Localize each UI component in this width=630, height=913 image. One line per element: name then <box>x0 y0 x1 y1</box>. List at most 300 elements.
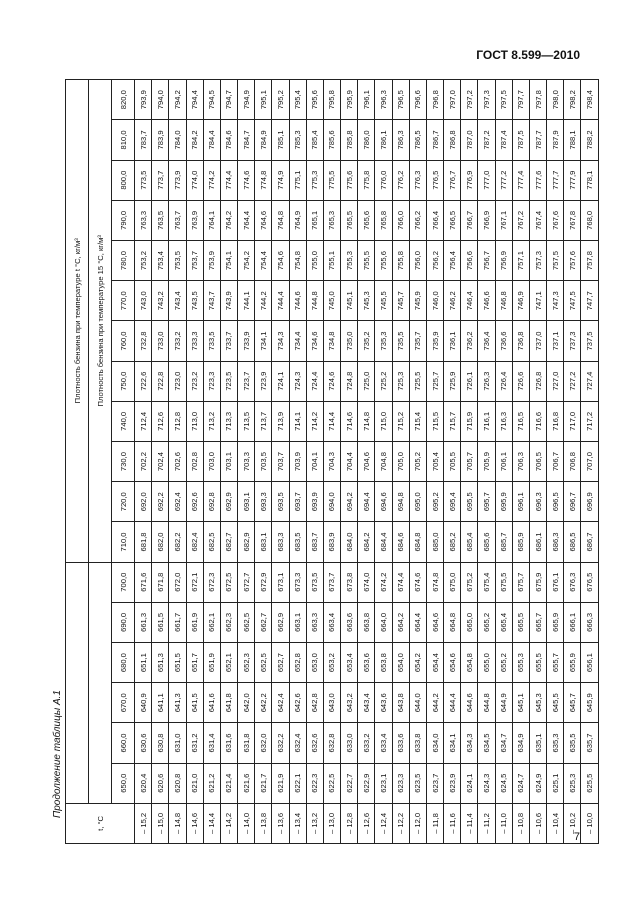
density-cell: 754,1 <box>220 240 237 280</box>
density-cell: 621,4 <box>220 763 237 803</box>
density-cell: 645,9 <box>581 683 599 723</box>
temperature-cell: – 11,8 <box>426 803 443 843</box>
density-column-header: 800,0 <box>112 160 135 200</box>
density-cell: 705,7 <box>461 441 478 481</box>
density-cell: 743,2 <box>152 281 169 321</box>
density-cell: 716,3 <box>495 401 512 441</box>
density-cell: 631,2 <box>186 723 203 763</box>
density-cell: 635,7 <box>581 723 599 763</box>
density-cell: 655,9 <box>564 642 581 682</box>
density-cell: 702,4 <box>152 441 169 481</box>
t-column-header: t, °C <box>66 803 135 843</box>
density-column-header: 670,0 <box>112 683 135 723</box>
density-cell: 755,0 <box>306 240 323 280</box>
density-cell: 743,9 <box>220 281 237 321</box>
table-row <box>152 80 169 844</box>
density-cell: 797,2 <box>461 80 478 120</box>
density-column-header: 780,0 <box>112 240 135 280</box>
density-cell: 735,3 <box>375 321 392 361</box>
density-cell: 644,4 <box>444 683 461 723</box>
density-cell: 695,4 <box>444 482 461 522</box>
density-cell: 754,4 <box>255 240 272 280</box>
density-cell: 684,4 <box>375 522 392 562</box>
density-cell: 735,2 <box>358 321 375 361</box>
density-cell: 652,7 <box>272 642 289 682</box>
density-cell: 716,5 <box>512 401 529 441</box>
density-column-header: 650,0 <box>112 763 135 803</box>
density-cell: 715,2 <box>392 401 409 441</box>
density-cell: 725,2 <box>375 361 392 401</box>
density-cell: 634,1 <box>444 723 461 763</box>
table-row <box>581 80 599 844</box>
density-cell: 632,6 <box>306 723 323 763</box>
density-cell: 683,9 <box>323 522 340 562</box>
density-cell: 641,5 <box>186 683 203 723</box>
density-cell: 624,7 <box>512 763 529 803</box>
density-cell: 777,4 <box>512 160 529 200</box>
density-cell: 621,2 <box>203 763 220 803</box>
density-cell: 784,0 <box>169 120 186 160</box>
density-cell: 797,8 <box>529 80 546 120</box>
density-cell: 775,1 <box>289 160 306 200</box>
density-cell: 794,4 <box>186 80 203 120</box>
density-cell: 755,5 <box>358 240 375 280</box>
density-cell: 734,1 <box>255 321 272 361</box>
density-cell: 703,1 <box>220 441 237 481</box>
density-cell: 775,5 <box>323 160 340 200</box>
density-cell: 745,0 <box>323 281 340 321</box>
table-row <box>564 80 581 844</box>
density-cell: 774,6 <box>238 160 255 200</box>
density-cell: 692,0 <box>135 482 152 522</box>
density-cell: 744,8 <box>306 281 323 321</box>
density-cell: 756,0 <box>409 240 426 280</box>
density-cell: 672,1 <box>186 562 203 602</box>
density-cell: 706,5 <box>529 441 546 481</box>
density-cell: 621,6 <box>238 763 255 803</box>
density-cell: 765,6 <box>358 200 375 240</box>
density-column-header: 680,0 <box>112 642 135 682</box>
density-cell: 743,4 <box>169 281 186 321</box>
document-header: ГОСТ 8.599—2010 <box>476 48 580 62</box>
density-cell: 705,2 <box>409 441 426 481</box>
density-cell: 642,6 <box>289 683 306 723</box>
density-cell: 672,3 <box>203 562 220 602</box>
table-row <box>358 80 375 844</box>
density-cell: 727,4 <box>581 361 599 401</box>
density-cell: 753,5 <box>169 240 186 280</box>
density-cell: 784,7 <box>238 120 255 160</box>
density-cell: 655,3 <box>512 642 529 682</box>
density-cell: 747,7 <box>581 281 599 321</box>
density-cell: 694,6 <box>375 482 392 522</box>
density-cell: 661,9 <box>186 602 203 642</box>
density-cell: 755,1 <box>323 240 340 280</box>
density-cell: 651,3 <box>152 642 169 682</box>
density-cell: 664,0 <box>375 602 392 642</box>
rotated-table-wrapper <box>65 79 599 844</box>
density-cell: 794,9 <box>238 80 255 120</box>
density-cell: 662,1 <box>203 602 220 642</box>
density-cell: 672,5 <box>220 562 237 602</box>
density-cell: 737,3 <box>564 321 581 361</box>
density-cell: 631,8 <box>238 723 255 763</box>
density-cell: 783,9 <box>152 120 169 160</box>
density-cell: 684,0 <box>341 522 358 562</box>
density-cell: 681,8 <box>135 522 152 562</box>
density-cell: 736,8 <box>512 321 529 361</box>
density-cell: 766,2 <box>409 200 426 240</box>
density-cell: 726,6 <box>512 361 529 401</box>
density-cell: 623,3 <box>392 763 409 803</box>
density-cell: 756,4 <box>444 240 461 280</box>
group-header: Плотность бензина при температуре t °C, кг/м³ <box>66 80 89 563</box>
density-cell: 727,0 <box>547 361 564 401</box>
density-cell: 661,3 <box>135 602 152 642</box>
density-cell: 675,5 <box>495 562 512 602</box>
density-cell: 634,7 <box>495 723 512 763</box>
density-cell: 746,6 <box>478 281 495 321</box>
density-cell: 644,2 <box>426 683 443 723</box>
density-column-header: 760,0 <box>112 321 135 361</box>
density-cell: 651,7 <box>186 642 203 682</box>
density-cell: 703,7 <box>272 441 289 481</box>
density-cell: 776,9 <box>461 160 478 200</box>
density-cell: 798,2 <box>564 80 581 120</box>
page-number: 7 <box>573 831 580 843</box>
density-cell: 694,0 <box>323 482 340 522</box>
density-cell: 777,0 <box>478 160 495 200</box>
table-row <box>409 80 426 844</box>
table-row <box>169 80 186 844</box>
temperature-cell: – 13,2 <box>306 803 323 843</box>
density-cell: 630,8 <box>152 723 169 763</box>
density-cell: 773,9 <box>169 160 186 200</box>
density-cell: 796,8 <box>426 80 443 120</box>
density-cell: 693,1 <box>238 482 255 522</box>
temperature-cell: – 12,6 <box>358 803 375 843</box>
density-cell: 652,1 <box>220 642 237 682</box>
density-cell: 724,4 <box>306 361 323 401</box>
density-cell: 682,5 <box>203 522 220 562</box>
density-cell: 755,8 <box>392 240 409 280</box>
density-cell: 655,7 <box>547 642 564 682</box>
density-cell: 632,8 <box>323 723 340 763</box>
density-cell: 735,7 <box>409 321 426 361</box>
density-cell: 653,2 <box>323 642 340 682</box>
density-cell: 735,5 <box>392 321 409 361</box>
density-cell: 785,3 <box>289 120 306 160</box>
density-cell: 767,4 <box>529 200 546 240</box>
density-cell: 744,1 <box>238 281 255 321</box>
density-cell: 675,7 <box>512 562 529 602</box>
density-cell: 705,5 <box>444 441 461 481</box>
density-cell: 766,5 <box>444 200 461 240</box>
density-cell: 716,6 <box>529 401 546 441</box>
density-cell: 654,2 <box>409 642 426 682</box>
density-cell: 796,1 <box>358 80 375 120</box>
density-cell: 733,9 <box>238 321 255 361</box>
density-cell: 773,7 <box>152 160 169 200</box>
density-cell: 733,7 <box>220 321 237 361</box>
density-cell: 723,0 <box>169 361 186 401</box>
density-cell: 786,8 <box>444 120 461 160</box>
density-cell: 766,7 <box>461 200 478 240</box>
density-cell: 754,2 <box>238 240 255 280</box>
density-column-header: 690,0 <box>112 602 135 642</box>
density-cell: 715,5 <box>426 401 443 441</box>
density-cell: 703,3 <box>238 441 255 481</box>
density-cell: 663,6 <box>341 602 358 642</box>
density-cell: 798,4 <box>581 80 599 120</box>
density-cell: 753,7 <box>186 240 203 280</box>
density-cell: 682,0 <box>152 522 169 562</box>
density-cell: 776,7 <box>444 160 461 200</box>
density-cell: 630,6 <box>135 723 152 763</box>
density-cell: 776,5 <box>426 160 443 200</box>
density-cell: 622,1 <box>289 763 306 803</box>
density-cell: 797,0 <box>444 80 461 120</box>
density-cell: 736,1 <box>444 321 461 361</box>
density-cell: 747,1 <box>529 281 546 321</box>
density-cell: 665,4 <box>495 602 512 642</box>
density-cell: 640,9 <box>135 683 152 723</box>
density-cell: 703,5 <box>255 441 272 481</box>
density-cell: 737,0 <box>529 321 546 361</box>
density-cell: 777,2 <box>495 160 512 200</box>
temperature-cell: – 10,6 <box>529 803 546 843</box>
density-cell: 633,0 <box>341 723 358 763</box>
density-cell: 645,3 <box>529 683 546 723</box>
density-cell: 788,2 <box>581 120 599 160</box>
density-cell: 685,4 <box>461 522 478 562</box>
density-cell: 764,6 <box>255 200 272 240</box>
density-cell: 765,8 <box>375 200 392 240</box>
density-cell: 692,2 <box>152 482 169 522</box>
density-cell: 757,6 <box>564 240 581 280</box>
density-cell: 767,1 <box>495 200 512 240</box>
density-cell: 620,6 <box>152 763 169 803</box>
table-row <box>495 80 512 844</box>
density-cell: 693,5 <box>272 482 289 522</box>
density-cell: 651,5 <box>169 642 186 682</box>
density-cell: 726,1 <box>461 361 478 401</box>
density-cell: 787,5 <box>512 120 529 160</box>
density-cell: 797,7 <box>512 80 529 120</box>
density-cell: 715,9 <box>461 401 478 441</box>
density-cell: 696,9 <box>581 482 599 522</box>
density-cell: 717,2 <box>581 401 599 441</box>
density-cell: 673,3 <box>289 562 306 602</box>
density-cell: 634,3 <box>461 723 478 763</box>
density-cell: 621,7 <box>255 763 272 803</box>
density-cell: 654,4 <box>426 642 443 682</box>
table-row <box>478 80 495 844</box>
density-cell: 653,0 <box>306 642 323 682</box>
density-cell: 664,6 <box>426 602 443 642</box>
density-cell: 656,1 <box>581 642 599 682</box>
density-cell: 686,5 <box>564 522 581 562</box>
density-cell: 764,1 <box>203 200 220 240</box>
density-cell: 645,1 <box>512 683 529 723</box>
density-cell: 724,1 <box>272 361 289 401</box>
density-cell: 693,3 <box>255 482 272 522</box>
density-cell: 641,8 <box>220 683 237 723</box>
density-cell: 737,1 <box>547 321 564 361</box>
density-cell: 723,2 <box>186 361 203 401</box>
density-cell: 665,0 <box>461 602 478 642</box>
density-cell: 713,0 <box>186 401 203 441</box>
density-cell: 694,2 <box>341 482 358 522</box>
density-cell: 704,6 <box>358 441 375 481</box>
density-cell: 662,5 <box>238 602 255 642</box>
density-cell: 674,8 <box>426 562 443 602</box>
density-column-headers <box>112 80 135 844</box>
table-row <box>186 80 203 844</box>
density-cell: 683,3 <box>272 522 289 562</box>
density-cell: 736,4 <box>478 321 495 361</box>
table-row <box>392 80 409 844</box>
density-cell: 692,4 <box>169 482 186 522</box>
density-cell: 712,4 <box>135 401 152 441</box>
density-cell: 635,1 <box>529 723 546 763</box>
density-cell: 703,9 <box>289 441 306 481</box>
temperature-cell: – 14,0 <box>238 803 255 843</box>
density-cell: 786,1 <box>375 120 392 160</box>
density-cell: 704,4 <box>341 441 358 481</box>
density-cell: 723,9 <box>255 361 272 401</box>
density-cell: 684,8 <box>409 522 426 562</box>
density-cell: 704,8 <box>375 441 392 481</box>
density-cell: 725,3 <box>392 361 409 401</box>
temperature-cell: – 11,0 <box>495 803 512 843</box>
density-cell: 694,4 <box>358 482 375 522</box>
density-cell: 763,9 <box>186 200 203 240</box>
density-cell: 725,9 <box>444 361 461 401</box>
density-cell: 763,3 <box>135 200 152 240</box>
density-cell: 768,0 <box>581 200 599 240</box>
density-cell: 625,5 <box>581 763 599 803</box>
density-cell: 672,0 <box>169 562 186 602</box>
density-cell: 695,9 <box>495 482 512 522</box>
density-cell: 651,1 <box>135 642 152 682</box>
density-table <box>65 79 599 844</box>
table-row <box>444 80 461 844</box>
temperature-cell: – 13,8 <box>255 803 272 843</box>
density-cell: 787,4 <box>495 120 512 160</box>
density-column-header: 810,0 <box>112 120 135 160</box>
density-cell: 645,5 <box>547 683 564 723</box>
table-row <box>272 80 289 844</box>
density-cell: 714,1 <box>289 401 306 441</box>
density-cell: 776,2 <box>392 160 409 200</box>
density-cell: 734,3 <box>272 321 289 361</box>
density-cell: 784,9 <box>255 120 272 160</box>
density-cell: 621,0 <box>186 763 203 803</box>
density-cell: 654,0 <box>392 642 409 682</box>
density-cell: 754,6 <box>272 240 289 280</box>
density-cell: 675,4 <box>478 562 495 602</box>
density-cell: 797,5 <box>495 80 512 120</box>
density-cell: 793,9 <box>135 80 152 120</box>
density-cell: 693,7 <box>289 482 306 522</box>
temperature-cell: – 14,2 <box>220 803 237 843</box>
density-cell: 784,2 <box>186 120 203 160</box>
density-cell: 785,1 <box>272 120 289 160</box>
table-row <box>220 80 237 844</box>
density-cell: 737,5 <box>581 321 599 361</box>
density-column-header: 720,0 <box>112 482 135 522</box>
density-cell: 757,8 <box>581 240 599 280</box>
density-cell: 713,3 <box>220 401 237 441</box>
density-cell: 674,0 <box>358 562 375 602</box>
density-cell: 672,7 <box>238 562 255 602</box>
density-cell: 683,1 <box>255 522 272 562</box>
density-cell: 753,4 <box>152 240 169 280</box>
density-cell: 676,5 <box>581 562 599 602</box>
density-cell: 665,7 <box>529 602 546 642</box>
density-cell: 705,0 <box>392 441 409 481</box>
density-cell: 795,8 <box>323 80 340 120</box>
density-cell: 783,7 <box>135 120 152 160</box>
table-caption: Продолжение таблицы А.1 <box>52 690 63 818</box>
density-cell: 685,7 <box>495 522 512 562</box>
density-cell: 734,4 <box>289 321 306 361</box>
density-cell: 632,0 <box>255 723 272 763</box>
density-cell: 757,5 <box>547 240 564 280</box>
density-cell: 673,5 <box>306 562 323 602</box>
density-cell: 724,3 <box>289 361 306 401</box>
density-cell: 755,6 <box>375 240 392 280</box>
density-cell: 743,0 <box>135 281 152 321</box>
table-body <box>135 80 599 844</box>
density-cell: 795,1 <box>255 80 272 120</box>
density-cell: 661,7 <box>169 602 186 642</box>
density-cell: 712,8 <box>169 401 186 441</box>
density-cell: 644,8 <box>478 683 495 723</box>
temperature-cell: – 10,4 <box>547 803 564 843</box>
density-cell: 706,7 <box>547 441 564 481</box>
density-cell: 787,0 <box>461 120 478 160</box>
density-cell: 664,2 <box>392 602 409 642</box>
density-cell: 755,3 <box>341 240 358 280</box>
density-cell: 796,3 <box>375 80 392 120</box>
density-cell: 686,1 <box>529 522 546 562</box>
density-cell: 662,7 <box>255 602 272 642</box>
density-cell: 767,2 <box>512 200 529 240</box>
table-row <box>375 80 392 844</box>
density-cell: 652,5 <box>255 642 272 682</box>
density-cell: 743,7 <box>203 281 220 321</box>
density-cell: 645,7 <box>564 683 581 723</box>
density-cell: 745,3 <box>358 281 375 321</box>
density-cell: 644,9 <box>495 683 512 723</box>
temperature-cell: – 14,4 <box>203 803 220 843</box>
density-cell: 621,9 <box>272 763 289 803</box>
temperature-cell: – 14,8 <box>169 803 186 843</box>
density-cell: 724,8 <box>341 361 358 401</box>
density-cell: 683,7 <box>306 522 323 562</box>
density-cell: 634,0 <box>426 723 443 763</box>
density-cell: 663,4 <box>323 602 340 642</box>
density-cell: 766,0 <box>392 200 409 240</box>
density-cell: 714,8 <box>358 401 375 441</box>
density-cell: 785,6 <box>323 120 340 160</box>
density-cell: 641,1 <box>152 683 169 723</box>
density-cell: 777,7 <box>547 160 564 200</box>
density-cell: 683,5 <box>289 522 306 562</box>
density-cell: 778,1 <box>581 160 599 200</box>
